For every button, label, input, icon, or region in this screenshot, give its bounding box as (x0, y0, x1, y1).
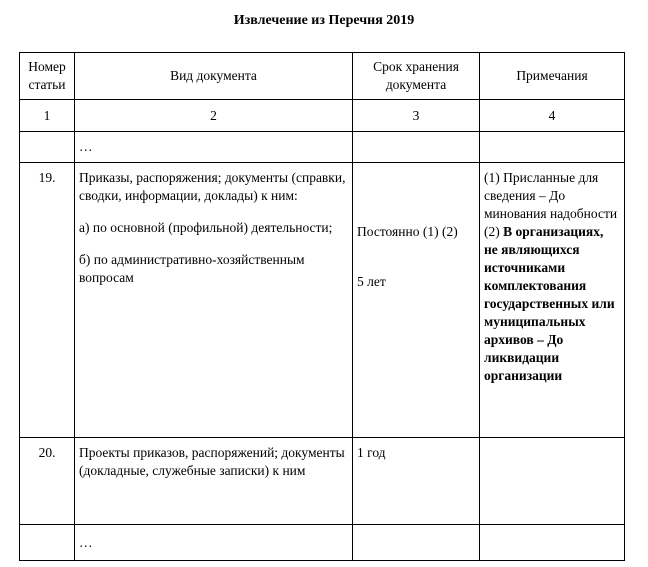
column-number: 1 (20, 100, 75, 132)
empty-cell (353, 132, 480, 163)
document-type-main: Приказы, распоряжения; документы (справки, сводки, информации, доклады) к ним: (79, 170, 346, 203)
document-table (19, 52, 625, 561)
empty-cell (480, 132, 625, 163)
table-row (20, 438, 625, 525)
ellipsis-cell: … (75, 132, 353, 163)
empty-cell (480, 525, 625, 561)
empty-cell (353, 525, 480, 561)
empty-cell (20, 132, 75, 163)
page-title: Извлечение из Перечня 2019 (233, 13, 415, 28)
notes-cell (480, 438, 625, 525)
article-number: 20. (20, 438, 75, 525)
table-row (20, 525, 625, 561)
column-number: 4 (480, 100, 625, 132)
document-type-cell (75, 163, 353, 438)
table-header-row (20, 53, 625, 100)
ellipsis-cell: … (75, 525, 353, 561)
column-number: 2 (75, 100, 353, 132)
retention-period-b: 5 лет (357, 274, 386, 289)
table-row (20, 132, 625, 163)
header-article-number: Номер статьи (20, 53, 75, 100)
note-2-marker: (2) (484, 224, 500, 239)
note-2-text: В организациях, не являющихся источниками комплектования государственных или муниципальных архивов – До ликвидации организации (484, 224, 615, 383)
article-number: 19. (20, 163, 75, 438)
note-2 (484, 223, 620, 385)
table-row (20, 163, 625, 438)
document-type-b: б) по административно-хозяйственным вопросам (79, 252, 305, 285)
note-1: (1) Присланные для сведения – До минования надобности (484, 170, 618, 221)
header-document-type: Вид документа (75, 53, 353, 100)
notes-cell (480, 163, 625, 438)
retention-period-a: Постоянно (1) (2) (357, 224, 458, 239)
empty-cell (20, 525, 75, 561)
header-notes: Примечания (480, 53, 625, 100)
retention-period-cell: 1 год (353, 438, 480, 525)
retention-period-cell (353, 163, 480, 438)
document-type-a: а) по основной (профильной) деятельности; (79, 220, 333, 235)
column-number: 3 (353, 100, 480, 132)
document-type-cell: Проекты приказов, распоряжений; документы (докладные, служебные записки) к ним (75, 438, 353, 525)
column-number-row (20, 100, 625, 132)
header-retention-period: Срок хранения документа (353, 53, 480, 100)
